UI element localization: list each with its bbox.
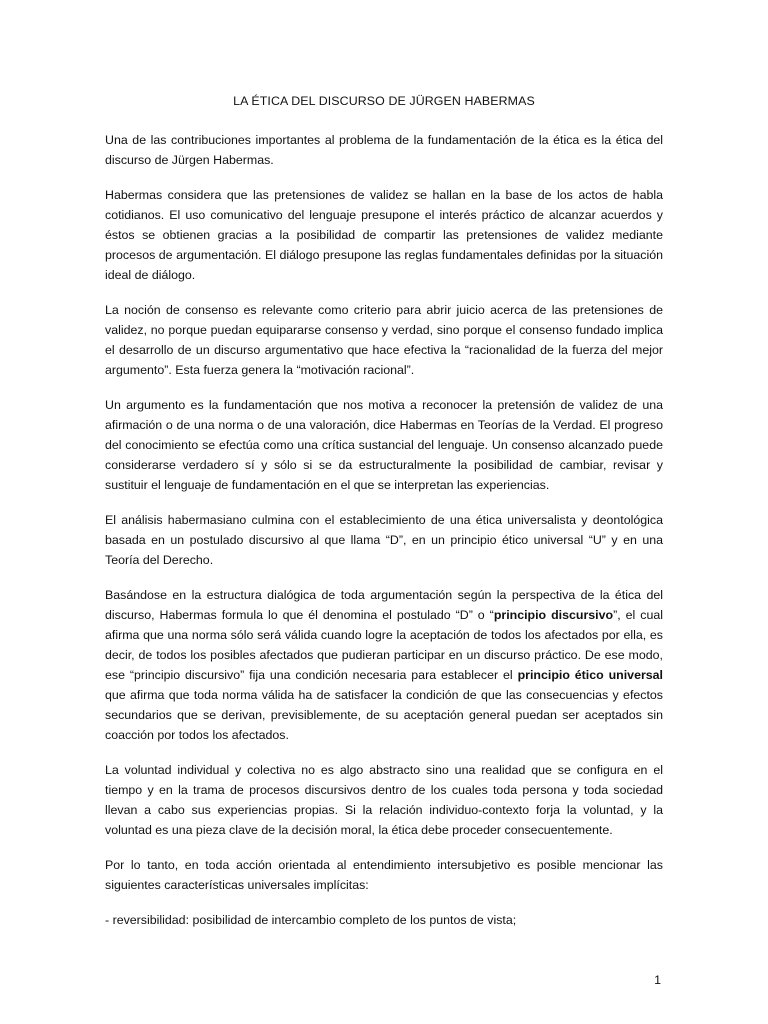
paragraph-characteristics: Por lo tanto, en toda acción orientada al entendimiento intersubjetivo es posible mencionar las siguientes características universales implícitas: — [105, 858, 663, 892]
paragraph-principles — [105, 585, 663, 745]
principles-text-3: que afirma que toda norma válida ha de satisfacer la condición de que las consecuencias y efectos secundarios que se derivan, previsiblemente, de su aceptación general puedan ser aceptados sin coacción por todos los afectados. — [105, 688, 663, 742]
paragraph-validity-claims: Habermas considera que las pretensiones de validez se hallan en la base de los actos de habla cotidianos. El uso comunicativo del lenguaje presupone el interés práctico de alcanzar acuerdos y éstos se obtienen gracias a la posibilidad de compartir las pretensiones de validez mediante procesos de argumentación. El diálogo presupone las reglas fundamentales definidas por la situación ideal de diálogo. — [105, 188, 663, 282]
paragraph-habermasian-analysis: El análisis habermasiano culmina con el establecimiento de una ética universalista y deontológica basada en un postulado discursivo al que llama “D”, en un principio ético universal “U” y en una Teoría del Derecho. — [105, 513, 663, 567]
principles-text-1: Basándose en la estructura dialógica de toda argumentación según la perspectiva de la ética del discurso, Habermas formula lo que él denomina el postulado “D” o “ — [105, 588, 663, 622]
paragraph-will: La voluntad individual y colectiva no es algo abstracto sino una realidad que se configura en el tiempo y en la trama de procesos discursivos dentro de los cuales toda persona y toda sociedad llevan a cabo sus experiencias propias. Si la relación individuo-contexto forja la voluntad, y la voluntad es una pieza clave de la decisión moral, la ética debe proceder consecuentemente. — [105, 763, 663, 837]
paragraph-intro: Una de las contribuciones importantes al problema de la fundamentación de la ética es la ética del discurso de Jürgen Habermas. — [105, 133, 663, 167]
list-item-reversibility: - reversibilidad: posibilidad de intercambio completo de los puntos de vista; — [105, 913, 517, 927]
document-body — [105, 92, 663, 945]
principio-etico-universal-bold: principio ético universal — [517, 668, 664, 682]
principio-discursivo-bold: principio discursivo — [493, 608, 614, 622]
paragraph-consensus: La noción de consenso es relevante como criterio para abrir juicio acerca de las pretensiones de validez, no porque puedan equipararse consenso y verdad, sino porque el consenso fundado implica el desarrollo de un discurso argumentativo que hace efectiva la “racionalidad de la fuerza del mejor argumento”. Esta fuerza genera la “motivación racional”. — [105, 303, 663, 377]
paragraph-argument: Un argumento es la fundamentación que nos motiva a reconocer la pretensión de validez de una afirmación o de una norma o de una valoración, dice Habermas en Teorías de la Verdad. El progreso del conocimiento se efectúa como una crítica sustancial del lenguaje. Un consenso alcanzado puede considerarse verdadero sí y sólo si se da estructuralmente la posibilidad de cambiar, revisar y sustituir el lenguaje de fundamentación en el que se interpretan las experiencias. — [105, 398, 663, 492]
page-number: 1 — [654, 973, 661, 987]
principles-text-2: ”, el cual afirma que una norma sólo será válida cuando logre la aceptación de todos los afectados por ella, es decir, de todos los posibles afectados que pudieran participar en un discurso práctico. De ese modo, ese “principio discursivo” fija una condición necesaria para establecer el — [105, 608, 663, 682]
document-title: LA ÉTICA DEL DISCURSO DE JÜRGEN HABERMAS — [233, 94, 535, 108]
